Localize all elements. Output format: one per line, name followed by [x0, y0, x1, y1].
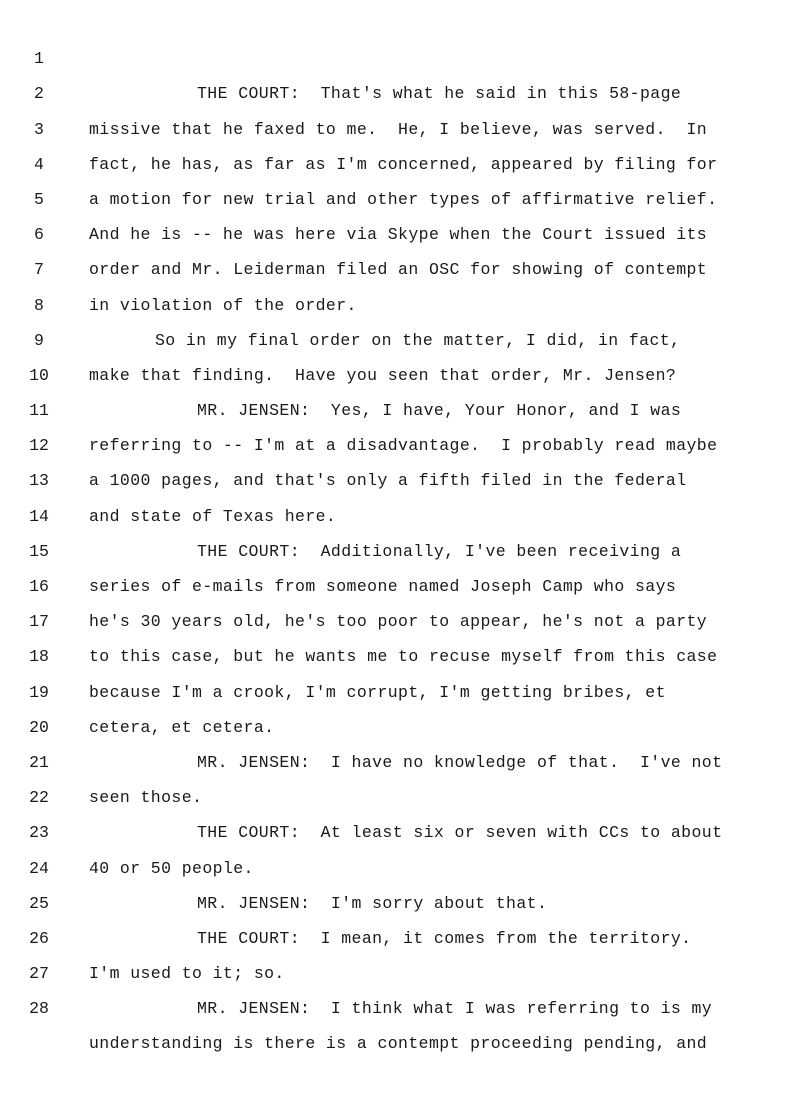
line-number: 15 [29, 541, 49, 561]
line-text: make that finding. Have you seen that order, Mr. Jensen? [89, 365, 677, 385]
line-text: and state of Texas here. [89, 506, 337, 526]
line-number: 19 [29, 682, 49, 702]
line-number: 28 [29, 999, 49, 1019]
line-number: 1 [34, 49, 44, 69]
line-number: 5 [34, 189, 44, 209]
line-text: MR. JENSEN: I think what I was referring to is my [197, 999, 713, 1019]
line-text: referring to -- I'm at a disadvantage. I probably read maybe [89, 436, 718, 456]
line-text: a motion for new trial and other types of affirmative relief. [89, 189, 718, 209]
line-text: fact, he has, as far as I'm concerned, appeared by filing for [89, 154, 718, 174]
line-text: he's 30 years old, he's too poor to appear, he's not a party [89, 612, 708, 632]
line-text: MR. JENSEN: Yes, I have, Your Honor, and I was [197, 401, 682, 421]
line-text: series of e-mails from someone named Joseph Camp who says [89, 577, 677, 597]
line-text: THE COURT: At least six or seven with CCs to about [197, 823, 723, 843]
line-text: And he is -- he was here via Skype when the Court issued its [89, 225, 708, 245]
line-number: 11 [29, 401, 49, 421]
line-text: seen those. [89, 788, 203, 808]
line-text: cetera, et cetera. [89, 717, 275, 737]
line-text: to this case, but he wants me to recuse myself from this case [89, 647, 718, 667]
line-number: 20 [29, 717, 49, 737]
transcript-line [0, 6, 800, 104]
line-text: THE COURT: That's what he said in this 58-page [197, 84, 682, 104]
line-number: 2 [34, 84, 44, 104]
line-text: THE COURT: I mean, it comes from the territory. [197, 928, 692, 948]
line-number: 18 [29, 647, 49, 667]
line-number: 6 [34, 225, 44, 245]
line-number: 16 [29, 577, 49, 597]
line-text: order and Mr. Leiderman filed an OSC for showing of contempt [89, 260, 708, 280]
line-number: 7 [34, 260, 44, 280]
line-number: 22 [29, 788, 49, 808]
line-number: 12 [29, 436, 49, 456]
line-number: 8 [34, 295, 44, 315]
line-text: a 1000 pages, and that's only a fifth filed in the federal [89, 471, 687, 491]
line-number: 14 [29, 506, 49, 526]
line-number: 25 [29, 893, 49, 913]
line-number: 9 [34, 330, 44, 350]
line-number: 26 [29, 928, 49, 948]
line-text: So in my final order on the matter, I did, in fact, [155, 330, 681, 350]
transcript-page [0, 6, 800, 1054]
line-text: 40 or 50 people. [89, 858, 254, 878]
line-number: 4 [34, 154, 44, 174]
line-number: 17 [29, 612, 49, 632]
line-number: 24 [29, 858, 49, 878]
line-number: 10 [29, 365, 49, 385]
line-text: MR. JENSEN: I have no knowledge of that. I've not [197, 752, 723, 772]
line-text: THE COURT: Additionally, I've been receiving a [197, 541, 682, 561]
line-text: MR. JENSEN: I'm sorry about that. [197, 893, 548, 913]
line-text: I'm used to it; so. [89, 964, 285, 984]
line-text: because I'm a crook, I'm corrupt, I'm getting bribes, et [89, 682, 666, 702]
line-text: missive that he faxed to me. He, I believe, was served. In [89, 119, 708, 139]
line-number: 13 [29, 471, 49, 491]
line-number: 23 [29, 823, 49, 843]
line-number: 27 [29, 964, 49, 984]
line-number: 21 [29, 752, 49, 772]
line-number: 3 [34, 119, 44, 139]
line-text: in violation of the order. [89, 295, 357, 315]
line-text: understanding is there is a contempt proceeding pending, and [89, 1034, 708, 1054]
